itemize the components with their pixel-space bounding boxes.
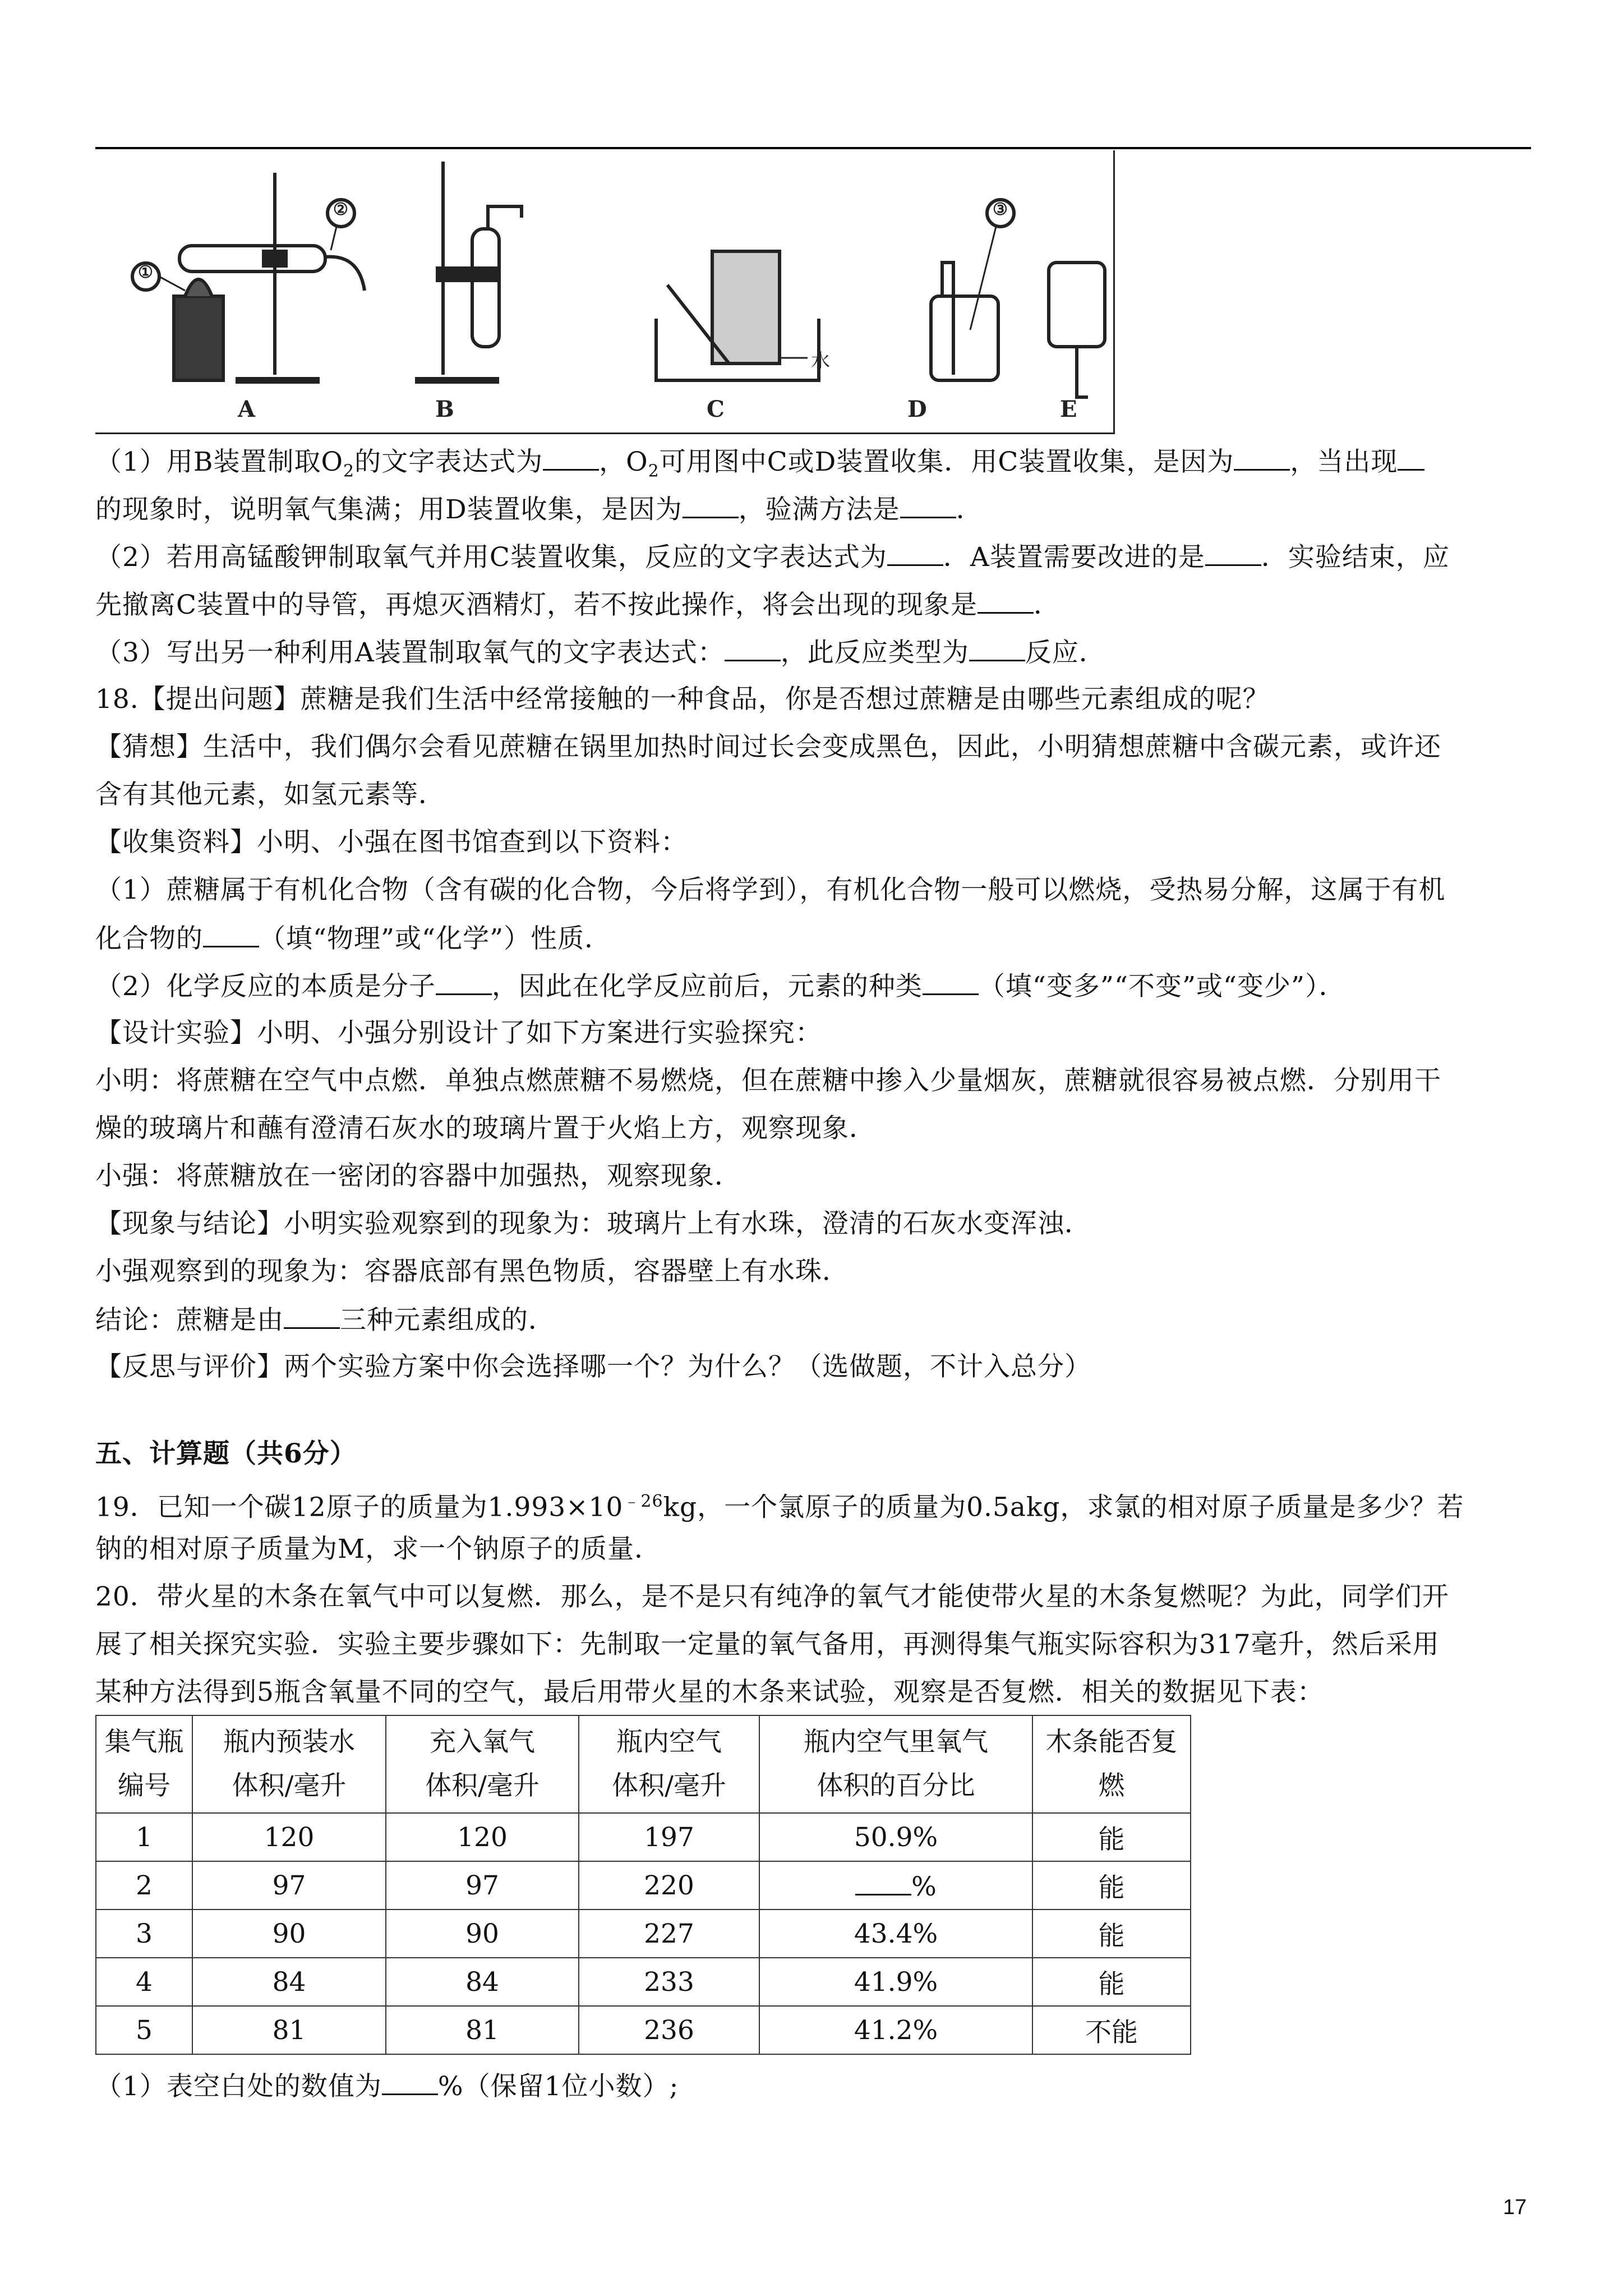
answer-blank[interactable] <box>978 587 1034 614</box>
answer-blank[interactable] <box>543 444 599 471</box>
table-cell: 81 <box>192 2006 386 2054</box>
table-cell: 能 <box>1032 1958 1191 2006</box>
table-cell: 43.4% <box>759 1910 1032 1958</box>
table-cell: 2 <box>96 1861 192 1910</box>
answer-blank[interactable] <box>1205 540 1261 566</box>
alcohol-lamp <box>174 296 223 380</box>
answer-blank[interactable] <box>725 635 781 661</box>
figure-label-a: A <box>238 396 256 422</box>
collecting-bottle-c <box>712 251 780 364</box>
table-cell: 120 <box>386 1813 579 1861</box>
figure-label-e: E <box>1060 396 1077 422</box>
q17-part1-line1: （1）用B装置制取$O_2$的文字表达式为 ，$O_2$可用图中C或D装置收集．用C装置收集，是因为 ，当出现 <box>95 444 1531 488</box>
table-cell: 233 <box>579 1958 759 2006</box>
test-tube-b <box>472 229 499 347</box>
table-cell: 50.9% <box>759 1813 1032 1861</box>
table-cell: 不能 <box>1032 2006 1191 2054</box>
q18-line3: 含有其他元素，如氢元素等． <box>95 779 445 810</box>
answer-blank[interactable] <box>1234 444 1290 471</box>
q20-line3: 某种方法得到5瓶含氧量不同的空气，最后用带火星的木条来试验，观察是否复燃．相关的数据见下表： <box>95 1677 1324 1708</box>
table-header-cell: 瓶内空气里氧气 体积的百分比 <box>759 1715 1032 1813</box>
test-tube-a <box>179 246 325 272</box>
q18-line4: 【收集资料】小明、小强在图书馆查到以下资料： <box>95 827 688 858</box>
q18-line1: 18.【提出问题】蔗糖是我们生活中经常接触的一种食品，你是否想过蔗糖是由哪些元素组成的呢？ <box>95 684 1270 715</box>
table-cell: 97 <box>386 1861 579 1910</box>
table-row <box>96 2006 1191 2054</box>
table-cell: 4 <box>96 1958 192 2006</box>
answer-blank[interactable] <box>436 969 492 995</box>
q20-line2: 展了相关探究实验．实验主要步骤如下：先制取一定量的氧气备用，再测得集气瓶实际容积为317毫升，然后采用 <box>95 1629 1440 1660</box>
callout-2: ② <box>333 200 348 219</box>
answer-blank[interactable] <box>887 540 943 566</box>
table-header-row <box>96 1715 1191 1813</box>
table-cell: 5 <box>96 2006 192 2054</box>
q17-part1-line2: 的现象时，说明氧气集满；用D装置收集，是因为 ，验满方法是 ． <box>95 492 1531 527</box>
table-cell: 84 <box>192 1958 386 2006</box>
q18-line13: 小强观察到的现象为：容器底部有黑色物质，容器壁上有水珠． <box>95 1256 849 1287</box>
answer-blank[interactable] <box>203 921 259 947</box>
table-cell: 97 <box>192 1861 386 1910</box>
table-cell: 能 <box>1032 1813 1191 1861</box>
table-cell: 能 <box>1032 1861 1191 1910</box>
figure-label-c: C <box>707 396 725 422</box>
gas-bottle-e <box>1049 263 1105 347</box>
q20-line1: 20．带火星的木条在氧气中可以复燃．那么，是不是只有纯净的氧气才能使带火星的木条复燃呢？为此，同学们开 <box>95 1581 1449 1612</box>
callout-3: ③ <box>993 200 1008 219</box>
q17-part3: （3）写出另一种利用A装置制取氧气的文字表达式： ，此反应类型为 反应． <box>95 635 1531 670</box>
table-row <box>96 1910 1191 1958</box>
answer-blank[interactable] <box>284 1303 340 1329</box>
q18-line9: 小明：将蔗糖在空气中点燃．单独点燃蔗糖不易燃烧，但在蔗糖中掺入少量烟灰，蔗糖就很容易被点燃．分别用干 <box>95 1065 1441 1096</box>
q17-part2-line1: （2）若用高锰酸钾制取氧气并用C装置收集，反应的文字表达式为 ．A装置需要改进的是 ．实验结束，应 <box>95 540 1531 574</box>
table-header-cell: 充入氧气 体积/毫升 <box>386 1715 579 1813</box>
q18-line8: 【设计实验】小明、小强分别设计了如下方案进行实验探究： <box>95 1018 822 1048</box>
page-number: 17 <box>1503 2196 1527 2219</box>
table-cell: 3 <box>96 1910 192 1958</box>
table-row <box>96 1958 1191 2006</box>
table-cell: 41.2% <box>759 2006 1032 2054</box>
table-cell: 1 <box>96 1813 192 1861</box>
callout-1: ① <box>138 263 153 282</box>
q18-line5: （1）蔗糖属于有机化合物（含有碳的化合物，今后将学到），有机化合物一般可以燃烧，受热易分解，这属于有机 <box>95 875 1446 905</box>
top-rule <box>95 147 1531 149</box>
table-cell: 90 <box>192 1910 386 1958</box>
answer-blank[interactable] <box>1398 444 1424 471</box>
q18-line11: 小强：将蔗糖放在一密闭的容器中加强热，观察现象． <box>95 1161 741 1191</box>
table-cell: 41.9% <box>759 1958 1032 2006</box>
q18-line15: 【反思与评价】两个实验方案中你会选择哪一个？为什么？（选做题，不计入总分） <box>95 1351 1091 1382</box>
table-cell: 120 <box>192 1813 386 1861</box>
q18-line7: （2）化学反应的本质是分子 ，因此在化学反应前后，元素的种类 （填“变多”“不变”或“变少”）． <box>95 969 1531 1004</box>
table-row <box>96 1813 1191 1861</box>
answer-blank[interactable] <box>855 1869 911 1895</box>
data-table <box>95 1715 1191 2055</box>
table-cell: 197 <box>579 1813 759 1861</box>
figure-label-d: D <box>907 396 927 422</box>
answer-blank[interactable] <box>683 492 739 518</box>
section-heading: 五、计算题（共6分） <box>95 1438 357 1469</box>
figure-label-b: B <box>435 396 454 422</box>
table-cell: 220 <box>579 1861 759 1910</box>
table-header-cell: 瓶内空气 体积/毫升 <box>579 1715 759 1813</box>
q18-line14: 结论：蔗糖是由 三种元素组成的． <box>95 1303 1531 1337</box>
q20-sub1: （1）表空白处的数值为 %（保留1位小数）; <box>95 2069 1531 2104</box>
table-header-cell: 瓶内预装水 体积/毫升 <box>192 1715 386 1813</box>
table-cell: 能 <box>1032 1910 1191 1958</box>
apparatus-figure <box>95 150 1115 434</box>
answer-blank[interactable] <box>923 969 979 995</box>
q18-line10: 燥的玻璃片和蘸有澄清石灰水的玻璃片置于火焰上方，观察现象． <box>95 1113 876 1144</box>
q18-line2: 【猜想】生活中，我们偶尔会看见蔗糖在锅里加热时间过长会变成黑色，因此，小明猜想蔗糖中含碳元素，或许还 <box>95 731 1441 762</box>
q18-line6: 化合物的 （填“物理”或“化学”）性质． <box>95 921 1531 956</box>
table-cell: 236 <box>579 2006 759 2054</box>
table-cell: 84 <box>386 1958 579 2006</box>
table-cell: 90 <box>386 1910 579 1958</box>
table-cell: 81 <box>386 2006 579 2054</box>
q17-part2-line2: 先撤离C装置中的导管，再熄灭酒精灯，若不按此操作，将会出现的现象是 ． <box>95 587 1531 622</box>
table-header-cell: 木条能否复 燃 <box>1032 1715 1191 1813</box>
answer-blank[interactable] <box>900 492 956 518</box>
table-cell-blank: % <box>759 1861 1032 1910</box>
table-row <box>96 1861 1191 1910</box>
table-header-cell: 集气瓶 编号 <box>96 1715 192 1813</box>
q18-line12: 【现象与结论】小明实验观察到的现象为：玻璃片上有水珠，澄清的石灰水变浑浊． <box>95 1208 1091 1239</box>
q19-line2: 钠的相对原子质量为M，求一个钠原子的质量． <box>95 1534 662 1565</box>
answer-blank[interactable] <box>382 2069 438 2095</box>
q19-line1: 19．已知一个碳12原子的质量为$1.993\times 10^{﹣26}kg$，一个氯原子的质量为0.5akg，求氯的相对原子质量是多少？若 <box>95 1492 1464 1523</box>
answer-blank[interactable] <box>969 635 1025 661</box>
table-cell: 227 <box>579 1910 759 1958</box>
apparatus-drawing <box>95 150 1115 434</box>
water-label: 水 <box>811 350 830 372</box>
gas-bottle-d <box>931 296 998 380</box>
